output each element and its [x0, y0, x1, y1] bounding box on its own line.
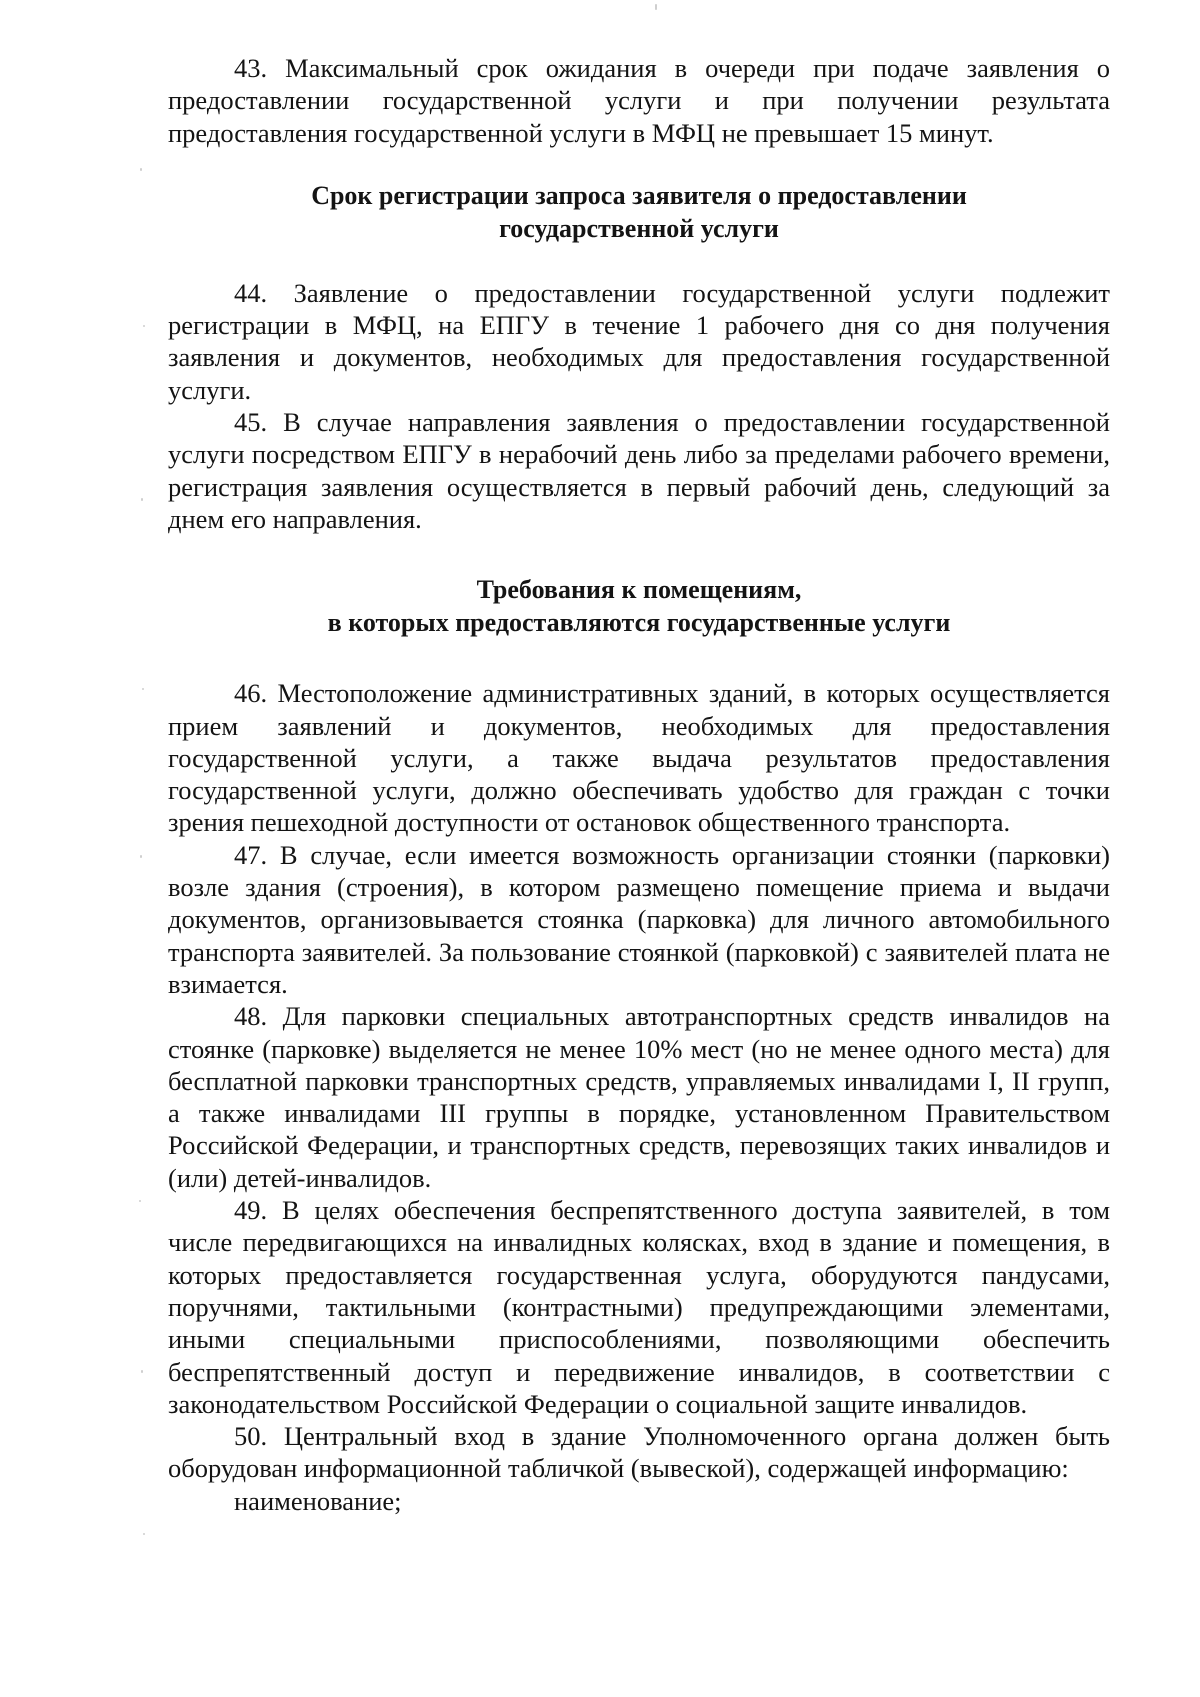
paragraph-48: 48. Для парковки специальных автотранспортных средств инвалидов на стоянке (парковке) выделяется не менее 10% мест (но не менее одного места) для бесплатной парковки транспортных средств, управляемых инвалидами I, II групп, а также инвалидами III группы в порядке, установленном Правительством Российской Федерации, и транспортных средств, перевозящих таких инвалидов и (или) детей-инвалидов.: [168, 1001, 1110, 1193]
scan-speck: [140, 855, 142, 858]
scan-speck: [141, 1370, 143, 1373]
heading-registration-line1: Срок регистрации запроса заявителя о предоставлении: [311, 180, 967, 210]
scan-speck: [143, 325, 145, 327]
paragraph-44: 44. Заявление о предоставлении государственной услуги подлежит регистрации в МФЦ, на ЕПГУ в течение 1 рабочего дня со дня получения заявления и документов, необходимых для предоставления государственной услуги.: [168, 277, 1110, 405]
scan-speck: [142, 688, 144, 690]
paragraph-45: 45. В случае направления заявления о предоставлении государственной услуги посредством ЕПГУ в нерабочий день либо за пределами рабочего времени, регистрация заявления осуществляется в первый рабочий день, следующий за днем его направления.: [168, 407, 1110, 534]
heading-premises-line2: в которых предоставляются государственные услуги: [327, 608, 951, 638]
paragraph-46: 46. Местоположение административных зданий, в которых осуществляется прием заявлений и документов, необходимых для предоставления государственной услуги, а также выдача результатов предоставления государственной услуги, должно обеспечивать удобство для граждан с точки зрения пешеходной доступности от остановок общественного транспорта.: [168, 678, 1110, 838]
paragraph-47: 47. В случае, если имеется возможность организации стоянки (парковки) возле здания (строения), в котором размещено помещение приема и выдачи документов, организовывается стоянка (парковка) для личного автомобильного транспорта заявителей. За пользование стоянкой (парковкой) с заявителей плата не взимается.: [168, 839, 1110, 999]
heading-registration-line2: государственной услуги: [499, 213, 779, 243]
scan-speck: [655, 4, 657, 10]
scan-speck: [140, 168, 142, 171]
list-item-name: наименование;: [234, 1485, 402, 1516]
scan-speck: [143, 1533, 145, 1535]
paragraph-49: 49. В целях обеспечения беспрепятственного доступа заявителей, в том числе передвигающихся на инвалидных колясках, вход в здание и помещения, в которых предоставляется государственная услуга, оборудуются пандусами, поручнями, тактильными (контрастными) предупреждающими элементами, иными специальными приспособлениями, позволяющими обеспечить беспрепятственный доступ и передвижение инвалидов, в соответствии с законодательством Российской Федерации о социальной защите инвалидов.: [168, 1195, 1110, 1419]
paragraph-50: 50. Центральный вход в здание Уполномоченного органа должен быть оборудован информационной табличкой (вывеской), содержащей информацию:: [168, 1421, 1110, 1484]
heading-premises-line1: Требования к помещениям,: [476, 575, 802, 605]
heading-registration-deadline: [168, 179, 1110, 245]
scan-speck: [141, 498, 143, 501]
paragraph-43: 43. Максимальный срок ожидания в очереди при подаче заявления о предоставлении государственной услуги и при получении результата предоставления государственной услуги в МФЦ не превышает 15 минут.: [168, 53, 1110, 148]
scan-speck: [139, 1200, 141, 1202]
heading-premises-requirements: [168, 573, 1110, 639]
